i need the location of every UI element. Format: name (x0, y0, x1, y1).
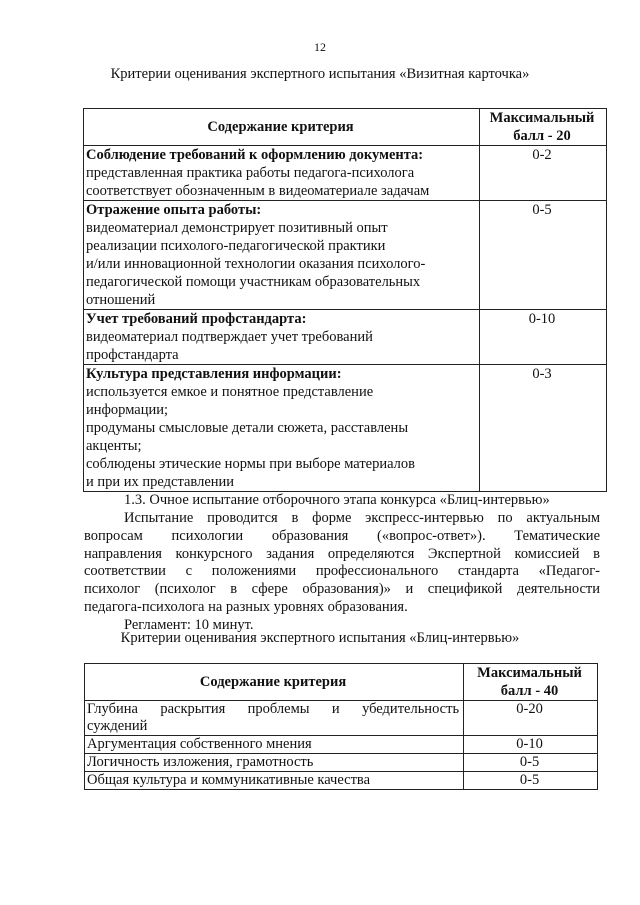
score-cell: 0-5 (464, 772, 598, 790)
criterion-cell: Общая культура и коммуникативные качества (85, 772, 464, 790)
criterion-line: и при их представлении (86, 474, 235, 490)
criterion-title: Соблюдение требований к оформлению документа: (86, 147, 424, 163)
header-content: Содержание критерия (84, 109, 480, 146)
body-line: соответствии с положениями профессионального стандарта «Педагог- (84, 563, 600, 580)
criterion-cell: Логичность изложения, грамотность (85, 754, 464, 772)
criterion-line: видеоматериал подтверждает учет требований (86, 329, 373, 345)
criterion-line: продуманы смысловые детали сюжета, расставлены (86, 420, 409, 436)
table-blitz-interview-criteria (84, 663, 598, 790)
table-visit-card-criteria (83, 108, 607, 492)
criterion-line: суждений (87, 718, 148, 734)
regulation-text: Регламент: 10 минут. (124, 616, 254, 633)
score-cell: 0-3 (480, 365, 607, 492)
criterion-cell (84, 201, 480, 310)
criterion-title: Культура представления информации: (86, 366, 342, 382)
header-score-line1: Максимальный (489, 110, 595, 126)
criterion-line: отношений (86, 292, 156, 308)
table1-caption: Критерии оценивания экспертного испытания «Визитная карточка» (110, 66, 530, 82)
table-header-row (84, 109, 607, 146)
table-row (84, 201, 607, 310)
criterion-line: информации; (86, 402, 169, 418)
criterion-line: педагогической помощи участникам образовательных (86, 274, 421, 290)
header-score-line2: балл - 20 (513, 128, 571, 144)
criterion-cell (84, 310, 480, 365)
criterion-line: соответствует обозначенным в видеоматериале задачам (86, 183, 430, 199)
header-max-score (480, 109, 607, 146)
header-score-line1: Максимальный (477, 665, 582, 681)
criterion-line: акценты; (86, 438, 142, 454)
body-line: вопросам психологии образования («вопрос-ответ»). Тематические (84, 527, 600, 544)
header-content: Содержание критерия (85, 664, 464, 701)
score-cell: 0-5 (464, 754, 598, 772)
criterion-cell (85, 701, 464, 736)
criterion-cell: Аргументация собственного мнения (85, 736, 464, 754)
criterion-line: профстандарта (86, 347, 179, 363)
criterion-line: соблюдены этические нормы при выборе материалов (86, 456, 416, 472)
table-row (84, 365, 607, 492)
table-row (85, 701, 598, 736)
body-line: психолог (психолог в сфере образования)» и спецификой деятельности (84, 581, 600, 598)
table-row (85, 736, 598, 754)
criterion-line: используется емкое и понятное представление (86, 384, 374, 400)
criterion-line: представленная практика работы педагога-психолога (86, 165, 415, 181)
table-header-row (85, 664, 598, 701)
table-row (84, 146, 607, 201)
body-line: педагога-психолога на разных уровнях образования. (84, 598, 408, 615)
score-cell: 0-20 (464, 701, 598, 736)
criterion-line: реализации психолого-педагогической практики (86, 238, 386, 254)
criterion-line: видеоматериал демонстрирует позитивный опыт (86, 220, 388, 236)
score-cell: 0-2 (480, 146, 607, 201)
header-score-line2: балл - 40 (500, 683, 559, 699)
score-cell: 0-10 (480, 310, 607, 365)
criterion-cell (84, 146, 480, 201)
criterion-title: Отражение опыта работы: (86, 202, 262, 218)
score-cell: 0-10 (464, 736, 598, 754)
body-line: Испытание проводится в форме экспресс-интервью по актуальным (124, 510, 600, 526)
page-number: 12 (314, 40, 326, 54)
header-max-score (464, 664, 598, 701)
section-heading: 1.3. Очное испытание отборочного этапа конкурса «Блиц-интервью» (124, 492, 550, 508)
criterion-line: Глубина раскрытия проблемы и убедительность (87, 701, 460, 717)
table-row (84, 310, 607, 365)
criterion-title: Учет требований профстандарта: (86, 311, 307, 327)
table2-caption: Критерии оценивания экспертного испытания «Блиц-интервью» (120, 630, 520, 646)
criterion-line: и/или инновационной технологии оказания психолого- (86, 256, 426, 272)
section-body (84, 510, 600, 635)
table-row (85, 772, 598, 790)
body-line: направления конкурсного задания определяются Экспертной комиссией в (84, 545, 600, 562)
table-row (85, 754, 598, 772)
criterion-cell (84, 365, 480, 492)
score-cell: 0-5 (480, 201, 607, 310)
